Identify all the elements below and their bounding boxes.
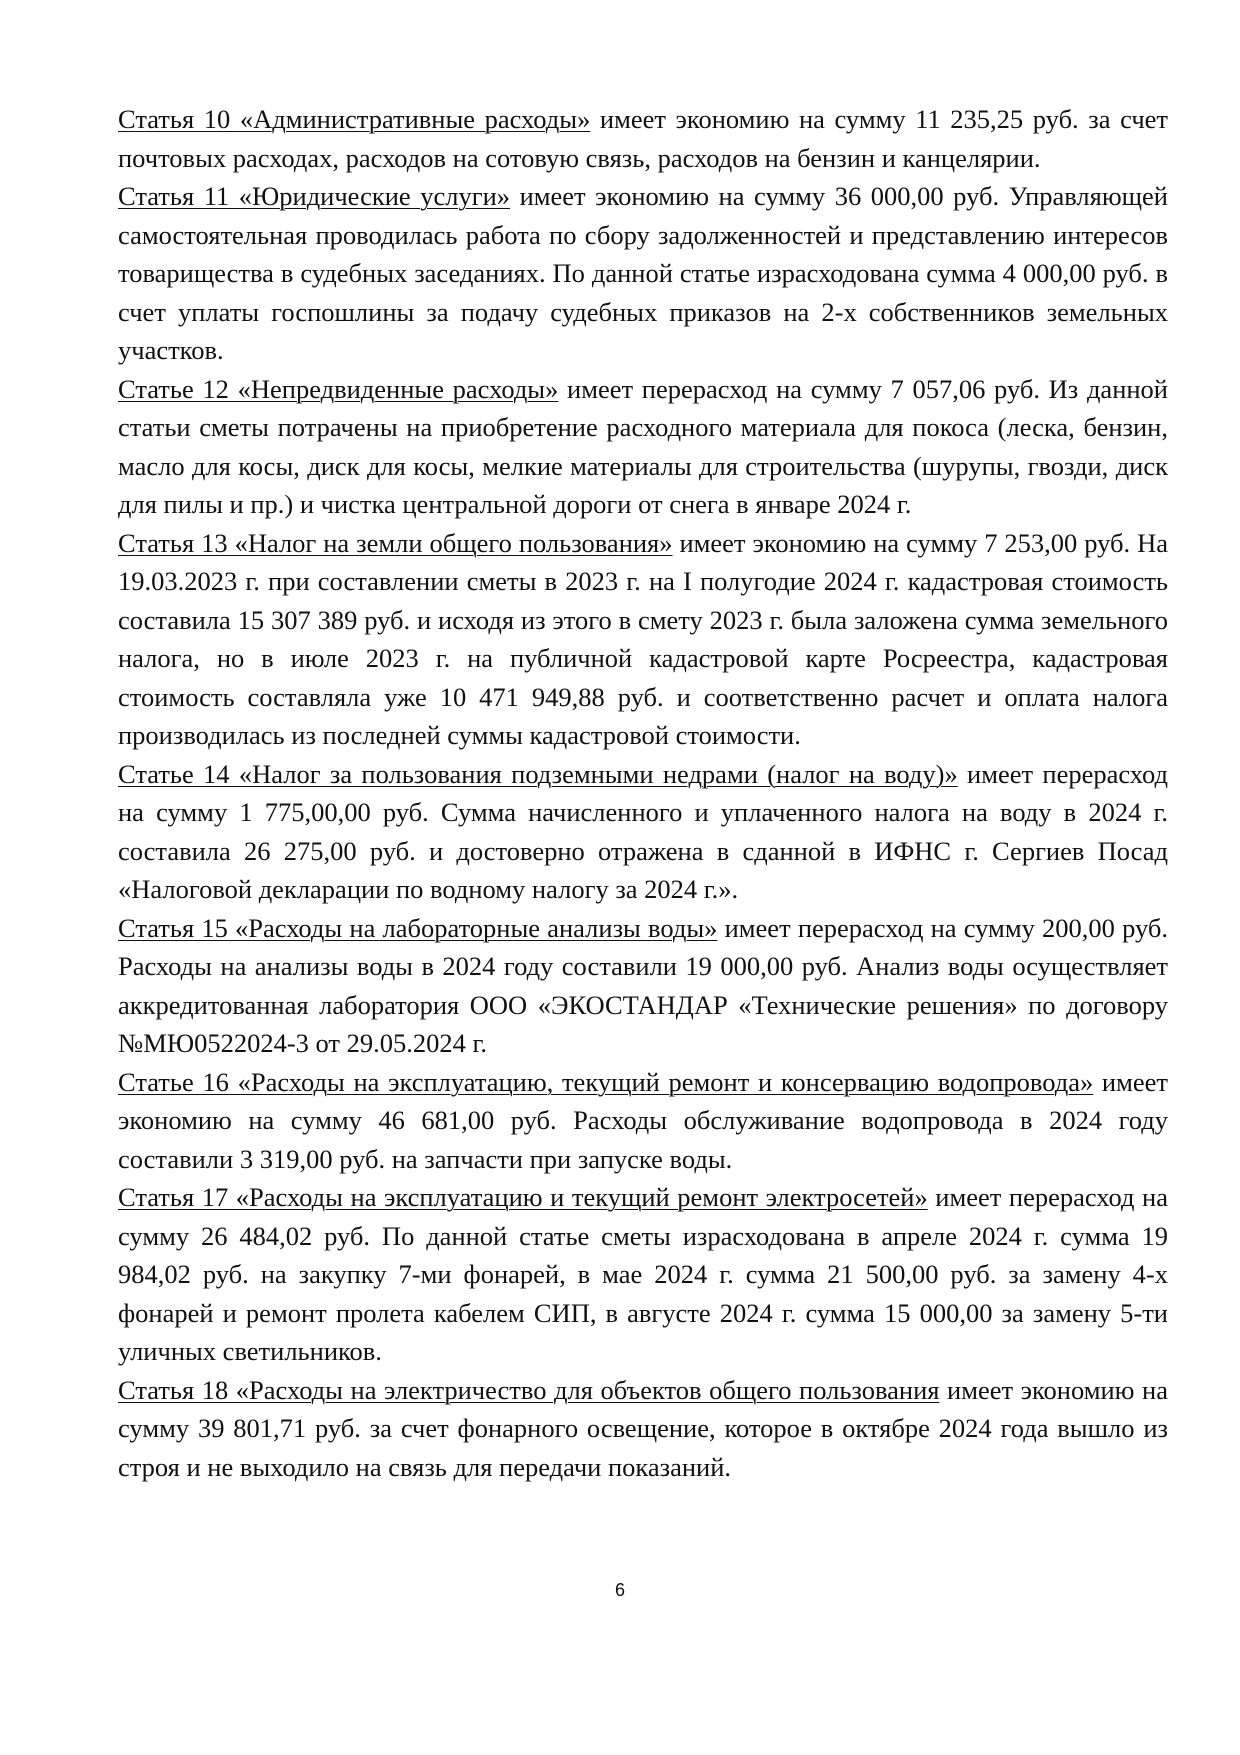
article-heading: Статья 13 «Налог на земли общего пользования» bbox=[118, 527, 673, 558]
article-heading: Статье 16 «Расходы на эксплуатацию, текущий ремонт и консервацию водопровода» bbox=[118, 1066, 1094, 1097]
document-body bbox=[118, 100, 1168, 1486]
article-text: имеет экономию на сумму 46 681,00 руб. Расходы обслуживание водопровода в 2024 году составили 3 319,00 руб. на запчасти при запуске воды. bbox=[118, 1066, 1168, 1174]
article-text: имеет экономию на сумму 7 253,00 руб. На 19.03.2023 г. при составлении сметы в 2023 г. на I полугодие 2024 г. кадастровая стоимость составила 15 307 389 руб. и исходя из этого в смету 2023 г. была заложена сумма земельного налога, но в июле 2023 г. на публичной кадастровой карте Росреестра, кадастровая стоимость составляла уже 10 471 949,88 руб. и соответственно расчет и оплата налога производилась из последней суммы кадастровой стоимости. bbox=[118, 527, 1168, 750]
paragraph-article-14 bbox=[118, 755, 1168, 909]
article-text: имеет экономию на сумму 36 000,00 руб. Управляющей самостоятельная проводилась работа по сбору задолженностей и представлению интересов товарищества в судебных заседаниях. По данной статье израсходована сумма 4 000,00 руб. в счет уплаты госпошлины за подачу судебных приказов на 2-х собственников земельных участков. bbox=[118, 181, 1168, 365]
paragraph-article-11 bbox=[118, 177, 1168, 370]
page-number: 6 bbox=[614, 1580, 625, 1600]
article-text: имеет экономию на сумму 39 801,71 руб. за счет фонарного освещение, которое в октябре 2024 года вышло из строя и не выходило на связь для передачи показаний. bbox=[118, 1374, 1168, 1482]
paragraph-article-17 bbox=[118, 1178, 1168, 1371]
paragraph-article-12 bbox=[118, 370, 1168, 524]
paragraph-article-15 bbox=[118, 909, 1168, 1063]
article-text: имеет перерасход на сумму 26 484,02 руб. По данной статье сметы израсходована в апреле 2024 г. сумма 19 984,02 руб. на закупку 7-ми фонарей, в мае 2024 г. сумма 21 500,00 руб. за замену 4-х фонарей и ремонт пролета кабелем СИП, в августе 2024 г. сумма 15 000,00 за замену 5-ти уличных светильников. bbox=[118, 1182, 1168, 1366]
article-text: имеет перерасход на сумму 1 775,00,00 руб. Сумма начисленного и уплаченного налога на воду в 2024 г. составила 26 275,00 руб. и достоверно отражена в сданной в ИФНС г. Сергиев Посад «Налоговой декларации по водному налогу за 2024 г.». bbox=[118, 758, 1168, 904]
article-heading: Статье 12 «Непредвиденные расходы» bbox=[118, 373, 559, 404]
article-text: имеет перерасход на сумму 7 057,06 руб. Из данной статьи сметы потрачены на приобретение расходного материала для покоса (леска, бензин, масло для косы, диск для косы, мелкие материалы для строительства (шурупы, гвозди, диск для пилы и пр.) и чистка центральной дороги от снега в январе 2024 г. bbox=[118, 373, 1168, 519]
article-heading: Статья 10 «Административные расходы» bbox=[118, 104, 591, 134]
article-heading: Статья 15 «Расходы на лабораторные анализы воды» bbox=[118, 912, 718, 943]
article-text: имеет экономию на сумму 11 235,25 руб. за счет почтовых расходах, расходов на сотовую связь, расходов на бензин и канцелярии. bbox=[118, 104, 1168, 173]
article-text: имеет перерасход на сумму 200,00 руб. Расходы на анализы воды в 2024 году составили 19 000,00 руб. Анализ воды осуществляет аккредитованная лаборатория ООО «ЭКОСТАНДАР «Технические решения» по договору №МЮ0522024-3 от 29.05.2024 г. bbox=[118, 912, 1168, 1058]
article-heading: Статья 11 «Юридические услуги» bbox=[118, 181, 511, 211]
paragraph-article-18 bbox=[118, 1371, 1168, 1487]
article-heading: Статье 14 «Налог за пользования подземными недрами (налог на воду)» bbox=[118, 758, 958, 789]
article-heading: Статья 18 «Расходы на электричество для объектов общего пользования bbox=[118, 1374, 940, 1405]
paragraph-article-13 bbox=[118, 524, 1168, 755]
article-heading: Статья 17 «Расходы на эксплуатацию и текущий ремонт электросетей» bbox=[118, 1182, 928, 1212]
paragraph-article-16 bbox=[118, 1063, 1168, 1179]
paragraph-article-10 bbox=[118, 100, 1168, 177]
